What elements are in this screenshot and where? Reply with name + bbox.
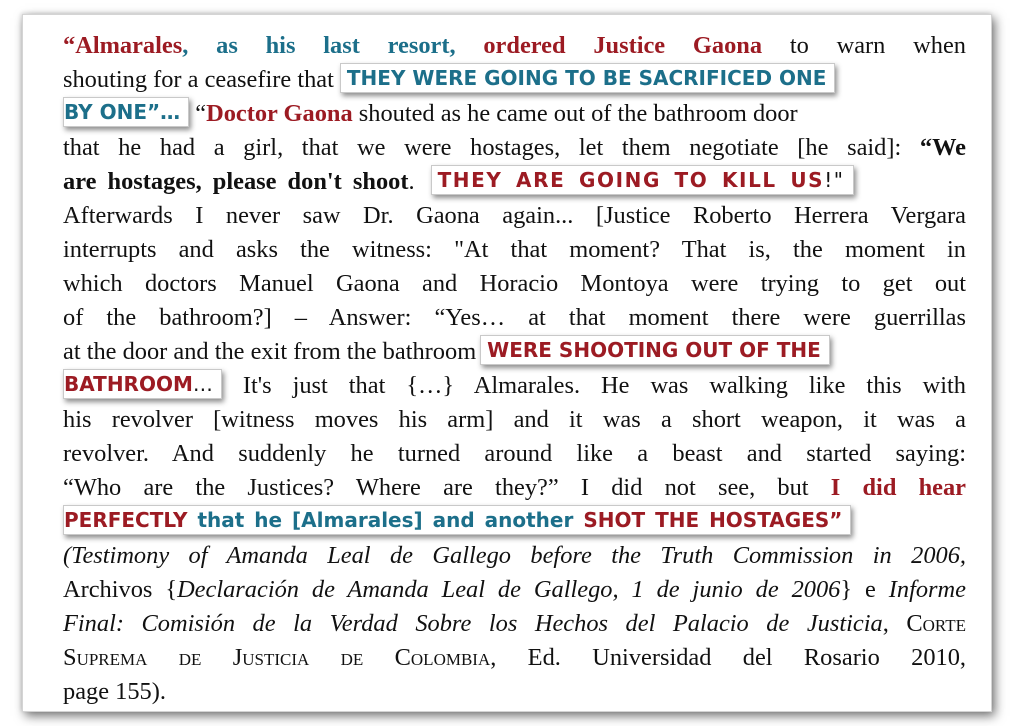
line-7: interrupts and asks the witness: "At that moment? That is, the moment in — [63, 236, 966, 263]
line-4: that he had a girl, that we were hostages, let them negotiate [he said]: “We — [63, 134, 966, 161]
citation-line-4: Suprema de Justicia de Colombia, Ed. Universidad del Rosario 2010, — [63, 644, 967, 671]
highlight-box-bathroom: BATHROOM… — [63, 369, 222, 399]
highlight-box-kill-us: THEY ARE GOING TO KILL US!" — [431, 165, 854, 195]
line-15 — [63, 505, 966, 539]
line-12: his revolver [witness moves his arm] and it was a short weapon, it was a — [63, 406, 966, 433]
citation-line-2: Archivos {Declaración de Amanda Leal de Gallego, 1 de junio de 2006} e Informe — [63, 576, 966, 603]
document-frame — [22, 14, 992, 712]
citation-line-1: (Testimony of Amanda Leal de Gallego before the Truth Commission in 2006, — [63, 542, 966, 569]
line-13: revolver. And suddenly he turned around like a beast and started saying: — [63, 440, 966, 467]
line-3: BY ONE”… “Doctor Gaona shouted as he came out of the bathroom door — [63, 97, 966, 131]
highlight-box-sacrificed: THEY WERE GOING TO BE SACRIFICED ONE — [340, 63, 836, 93]
line-14: “Who are the Justices? Where are they?” I did not see, but I did hear — [63, 474, 966, 501]
line-1: “Almarales, as his last resort, ordered Justice Gaona to warn when — [63, 32, 966, 59]
citation-line-5: page 155). — [63, 678, 166, 705]
ordered-phrase: ordered Justice Gaona — [455, 32, 763, 59]
doctor-gaona: Doctor Gaona — [206, 100, 353, 127]
testimony-passage — [63, 29, 966, 709]
line-5: are hostages, please don't shoot. THEY ARE GOING TO KILL US!" — [63, 165, 966, 199]
hostages-plea: are hostages, please don't shoot — [63, 168, 409, 195]
highlight-box-shot-hostages: PERFECTLY that he [Almarales] and another SHOT THE HOSTAGES” — [63, 505, 851, 535]
highlight-box-shooting: WERE SHOOTING OUT OF THE — [480, 335, 830, 365]
line-10: at the door and the exit from the bathroom WERE SHOOTING OUT OF THE — [63, 335, 966, 369]
last-resort-phrase: as his last resort, — [188, 32, 456, 59]
line-2: shouting for a ceasefire that THEY WERE GOING TO BE SACRIFICED ONE — [63, 63, 966, 97]
almarales-name: Almarales — [75, 32, 183, 59]
citation-line-3: Final: Comisión de la Verdad Sobre los Hechos del Palacio de Justicia, Corte — [63, 610, 966, 637]
highlight-box-by-one: BY ONE”… — [63, 97, 189, 127]
did-hear-phrase: I did hear — [808, 474, 966, 501]
line-9: of the bathroom?] – Answer: “Yes… at that moment there were guerrillas — [63, 304, 966, 331]
line-11: BATHROOM… It's just that {…} Almarales. He was walking like this with — [63, 369, 966, 403]
line-6: Afterwards I never saw Dr. Gaona again... [Justice Roberto Herrera Vergara — [63, 202, 966, 229]
line-8: which doctors Manuel Gaona and Horacio Montoya were trying to get out — [63, 270, 966, 297]
